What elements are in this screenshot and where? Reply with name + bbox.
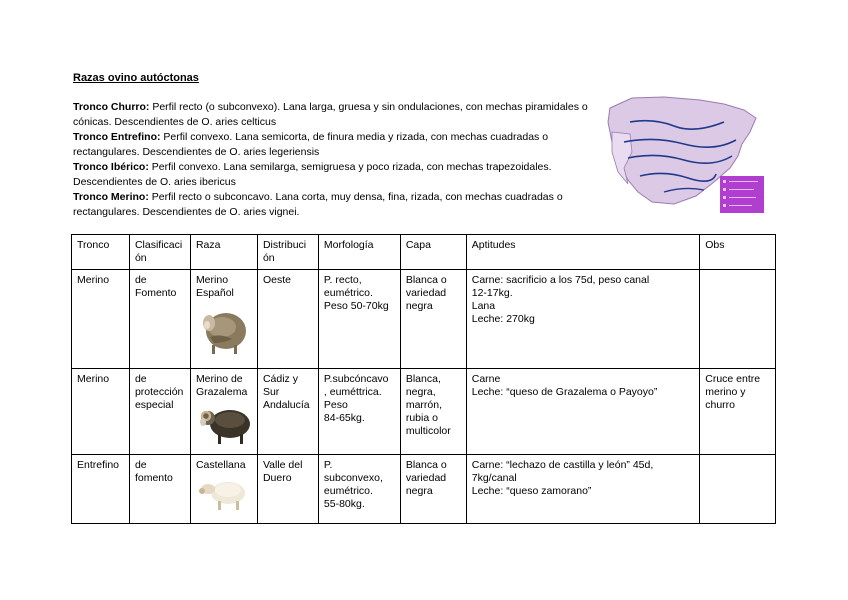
header-capa: Capa [400,235,466,270]
intro-text: Perfil convexo. Lana semilarga, semigruesa y poco rizada, con mechas trapezoidales. Descendientes de O. aries ibericus [73,161,552,188]
intro-paragraphs [73,100,603,220]
raza-name: Merino de Grazalema [195,373,248,398]
header-aptitudes: Aptitudes [466,235,700,270]
iberia-map-image [604,92,764,213]
cell-aptitudes: Carne: “lechazo de castilla y león” 45d, 7kg/canal Leche: “queso zamorano” [466,455,700,524]
cell-aptitudes: Carne: sacrificio a los 75d, peso canal 12-17kg. Lana Leche: 270kg [466,270,700,369]
intro-term: Tronco Entrefino: [73,131,161,143]
cell-morfologia: P.subcóncavo , euméttrica. Peso 84-65kg. [318,369,400,455]
intro-term: Tronco Merino: [73,191,149,203]
cell-raza [190,369,257,455]
grazalema-sheep-icon [196,402,252,446]
breeds-table [71,234,776,524]
cell-morfologia: P. subconvexo, eumétrico. 55-80kg. [318,455,400,524]
cell-obs [700,270,776,369]
cell-obs: Cruce entre merino y churro [700,369,776,455]
cell-distribucion: Valle del Duero [257,455,318,524]
cell-clasificacion: de protección especial [129,369,190,455]
raza-name: Merino Español [195,274,234,299]
cell-tronco: Merino [72,369,130,455]
intro-merino [73,190,603,220]
header-tronco: Tronco [72,235,130,270]
cell-capa: Blanca o variedad negra [400,455,466,524]
cell-obs [700,455,776,524]
header-distribucion: Distribuci ón [257,235,318,270]
table-row [72,455,776,524]
header-raza: Raza [190,235,257,270]
raza-name: Castellana [195,459,246,471]
castellana-sheep-icon [196,475,250,511]
cell-capa: Blanca o variedad negra [400,270,466,369]
cell-tronco: Entrefino [72,455,130,524]
cell-tronco: Merino [72,270,130,369]
cell-distribucion: Oeste [257,270,318,369]
header-clasificacion: Clasificaci ón [129,235,190,270]
intro-text: Perfil recto o subconcavo. Lana corta, muy densa, fina, rizada, con mechas cuadradas o rectangulares. Descendientes de O. aries vignei. [73,191,563,218]
intro-term: Tronco Ibérico: [73,161,149,173]
cell-aptitudes: Carne Leche: “queso de Grazalema o Payoyo” [466,369,700,455]
header-morfologia: Morfología [318,235,400,270]
cell-capa: Blanca, negra, marrón, rubia o multicolor [400,369,466,455]
cell-raza [190,455,257,524]
header-obs: Obs [700,235,776,270]
page-title: Razas ovino autóctonas [73,72,199,84]
cell-distribucion: Cádiz y Sur Andalucía [257,369,318,455]
cell-clasificacion: de fomento [129,455,190,524]
cell-clasificacion: de Fomento [129,270,190,369]
intro-term: Tronco Churro: [73,101,150,113]
intro-text: Perfil convexo. Lana semicorta, de finura media y rizada, con mechas cuadradas o rectangulares. Descendientes de O. aries legeriensis [73,131,549,158]
intro-entrefino [73,130,603,160]
table-header-row [72,235,776,270]
intro-text: Perfil recto (o subconvexo). Lana larga, gruesa y sin ondulaciones, con mechas piramidales o cónicas. Descendientes de O. aries celticus [73,101,588,128]
intro-iberico [73,160,603,190]
merino-sheep-icon [196,303,248,355]
table-row [72,270,776,369]
cell-morfologia: P. recto, eumétrico. Peso 50-70kg [318,270,400,369]
table-row [72,369,776,455]
cell-raza [190,270,257,369]
intro-churro [73,100,603,130]
